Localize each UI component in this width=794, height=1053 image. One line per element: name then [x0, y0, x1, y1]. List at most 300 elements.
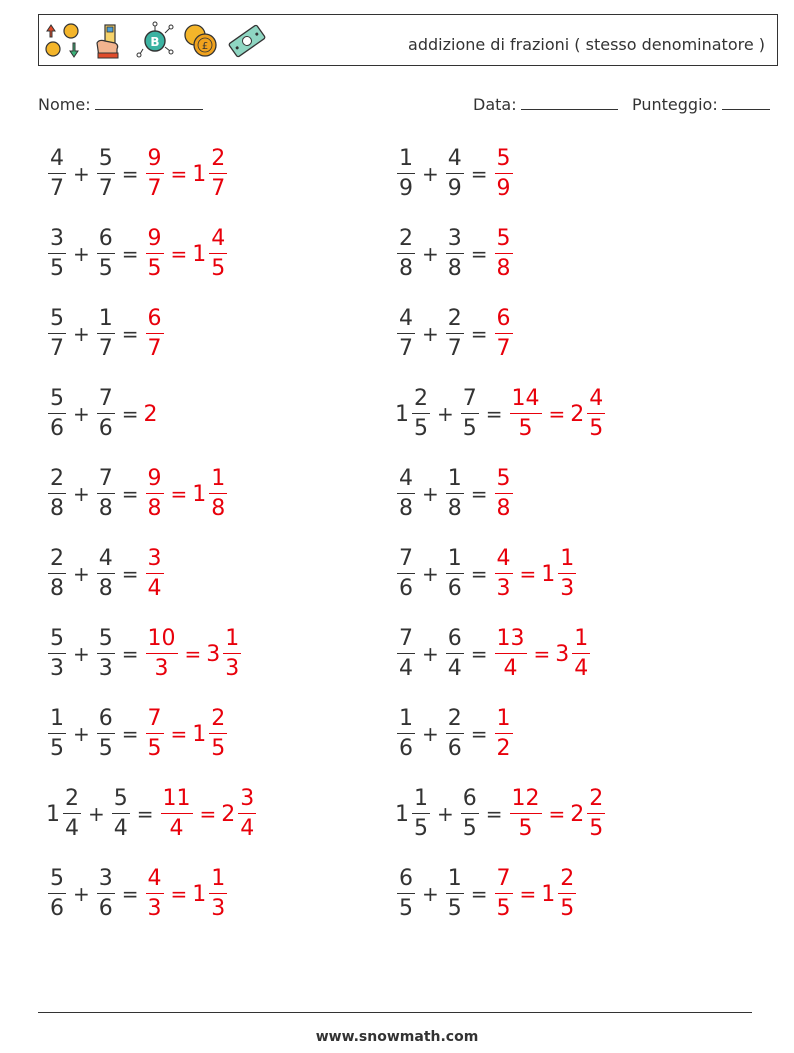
score-label: Punteggio: — [632, 95, 718, 114]
fraction-bar — [63, 813, 81, 815]
numerator: 2 — [65, 785, 79, 811]
equals-sign: = — [485, 402, 503, 426]
numerator: 5 — [496, 465, 511, 491]
denominator: 3 — [211, 896, 226, 922]
fraction — [48, 145, 66, 202]
fraction-bar — [146, 173, 164, 175]
fraction-bar — [587, 813, 605, 815]
fraction-bar — [510, 813, 542, 815]
numerator: 1 — [211, 865, 226, 891]
fraction-bar — [572, 653, 590, 655]
problem-item — [395, 459, 515, 529]
numerator: 9 — [147, 145, 162, 171]
denominator: 6 — [50, 416, 64, 442]
denominator: 5 — [50, 736, 64, 762]
denominator: 4 — [399, 656, 413, 682]
fraction-bar — [558, 573, 576, 575]
numerator: 1 — [399, 145, 413, 171]
answer — [159, 785, 259, 842]
name-label: Nome: — [38, 95, 91, 114]
fraction — [397, 225, 415, 282]
fraction — [510, 785, 542, 842]
equals-sign: = — [121, 242, 139, 266]
fraction — [97, 145, 115, 202]
denominator: 3 — [147, 896, 162, 922]
denominator: 5 — [518, 816, 533, 842]
denominator: 5 — [414, 816, 428, 842]
denominator: 4 — [574, 656, 589, 682]
numerator: 9 — [147, 465, 162, 491]
equals-sign: = — [170, 722, 188, 746]
date-blank[interactable] — [521, 93, 618, 110]
hand-card-icon — [89, 21, 129, 61]
fraction — [146, 225, 164, 282]
fraction-bar — [446, 173, 464, 175]
whole-number: 1 — [192, 161, 207, 187]
problem-item — [46, 219, 229, 289]
fraction — [587, 385, 605, 442]
answer — [493, 705, 515, 762]
denominator: 5 — [211, 256, 226, 282]
fraction — [572, 625, 590, 682]
fraction — [446, 545, 464, 602]
denominator: 5 — [518, 416, 533, 442]
fraction — [209, 225, 227, 282]
numerator: 11 — [162, 785, 191, 811]
numerator: 4 — [496, 545, 511, 571]
equals-sign: = — [136, 802, 154, 826]
equals-sign: = — [184, 642, 202, 666]
fraction — [97, 465, 115, 522]
whole-number: 2 — [143, 401, 158, 427]
fraction-bar — [209, 253, 227, 255]
numerator: 5 — [113, 785, 128, 811]
fraction — [223, 625, 241, 682]
numerator: 1 — [496, 705, 511, 731]
denominator: 7 — [147, 336, 162, 362]
fraction — [97, 705, 115, 762]
numerator: 1 — [574, 625, 589, 651]
header-icons — [43, 19, 267, 63]
equals-sign: = — [548, 802, 566, 826]
fraction — [461, 785, 479, 842]
fraction-bar — [97, 573, 115, 575]
denominator: 2 — [496, 736, 511, 762]
equals-sign: = — [170, 162, 188, 186]
denominator: 5 — [147, 256, 162, 282]
plus-sign: + — [73, 482, 90, 506]
numerator: 2 — [589, 785, 604, 811]
fraction-bar — [397, 333, 415, 335]
equals-sign: = — [548, 402, 566, 426]
fraction-bar — [461, 413, 479, 415]
fraction — [146, 305, 164, 362]
numerator: 5 — [50, 865, 64, 891]
answer — [508, 785, 608, 842]
fraction — [495, 225, 513, 282]
plus-sign: + — [422, 242, 439, 266]
fraction — [161, 785, 193, 842]
equals-sign: = — [485, 802, 503, 826]
numerator: 7 — [98, 385, 113, 411]
answer — [493, 465, 515, 522]
denominator: 6 — [98, 416, 113, 442]
plus-sign: + — [73, 882, 90, 906]
fraction — [209, 145, 227, 202]
fraction-bar — [397, 253, 415, 255]
fraction — [397, 625, 415, 682]
denominator: 5 — [462, 816, 477, 842]
problem-item — [46, 779, 258, 849]
denominator: 4 — [240, 816, 255, 842]
denominator: 7 — [50, 336, 64, 362]
footer-site: www.snowmath.com — [315, 1029, 479, 1045]
fraction — [97, 225, 115, 282]
numerator: 1 — [447, 865, 462, 891]
numerator: 4 — [447, 145, 462, 171]
fraction-bar — [146, 893, 164, 895]
problem-item — [395, 699, 515, 769]
numerator: 4 — [211, 225, 226, 251]
score-field — [632, 93, 770, 114]
coins-stack-icon — [181, 21, 221, 61]
denominator: 6 — [50, 896, 64, 922]
fraction — [97, 865, 115, 922]
numerator: 6 — [147, 305, 162, 331]
fraction-bar — [112, 813, 130, 815]
fraction-bar — [97, 413, 115, 415]
fraction-bar — [495, 733, 513, 735]
equals-sign: = — [170, 242, 188, 266]
numerator: 5 — [50, 625, 64, 651]
denominator: 8 — [447, 496, 462, 522]
denominator: 4 — [65, 816, 79, 842]
equals-sign: = — [470, 242, 488, 266]
fraction-bar — [97, 733, 115, 735]
fraction-bar — [397, 653, 415, 655]
name-field — [38, 93, 203, 114]
numerator: 2 — [414, 385, 428, 411]
answer — [493, 545, 579, 602]
plus-sign: + — [73, 402, 90, 426]
numerator: 2 — [50, 465, 64, 491]
fraction-bar — [97, 253, 115, 255]
fraction — [446, 305, 464, 362]
denominator: 5 — [414, 416, 428, 442]
plus-sign: + — [422, 722, 439, 746]
fraction-bar — [48, 253, 66, 255]
numerator: 1 — [414, 785, 428, 811]
denominator: 6 — [399, 576, 413, 602]
fraction — [446, 625, 464, 682]
problem-item — [46, 619, 243, 689]
answer — [493, 145, 515, 202]
fraction-bar — [495, 493, 513, 495]
denominator: 5 — [462, 416, 477, 442]
fraction-bar — [495, 653, 527, 655]
whole-number: 1 — [541, 561, 556, 587]
fraction — [48, 385, 66, 442]
numerator: 6 — [98, 225, 113, 251]
answer — [493, 865, 579, 922]
denominator: 8 — [496, 496, 511, 522]
plus-sign: + — [73, 322, 90, 346]
denominator: 3 — [154, 656, 169, 682]
problem-item — [46, 539, 166, 609]
numerator: 4 — [50, 145, 64, 171]
equals-sign: = — [121, 482, 139, 506]
footer-divider — [38, 1012, 752, 1013]
fraction-bar — [495, 173, 513, 175]
svg-text:£: £ — [201, 41, 209, 52]
fraction-bar — [446, 333, 464, 335]
fraction-bar — [495, 253, 513, 255]
equals-sign: = — [199, 802, 217, 826]
fraction-bar — [558, 893, 576, 895]
equals-sign: = — [121, 722, 139, 746]
whole-number: 1 — [395, 801, 409, 827]
equals-sign: = — [121, 882, 139, 906]
denominator: 8 — [98, 576, 113, 602]
fraction-bar — [446, 493, 464, 495]
fraction-bar — [412, 813, 430, 815]
equals-sign: = — [121, 162, 139, 186]
numerator: 6 — [496, 305, 511, 331]
equals-sign: = — [470, 642, 488, 666]
numerator: 1 — [560, 545, 575, 571]
fraction — [48, 545, 66, 602]
numerator: 5 — [496, 145, 511, 171]
denominator: 4 — [447, 656, 462, 682]
problem-item — [46, 459, 229, 529]
whole-number: 1 — [192, 881, 207, 907]
denominator: 8 — [147, 496, 162, 522]
equals-sign: = — [121, 562, 139, 586]
score-blank[interactable] — [722, 93, 770, 110]
numerator: 3 — [147, 545, 162, 571]
denominator: 4 — [113, 816, 128, 842]
fraction — [146, 625, 178, 682]
fraction-bar — [446, 733, 464, 735]
denominator: 7 — [211, 176, 226, 202]
plus-sign: + — [73, 242, 90, 266]
denominator: 8 — [447, 256, 462, 282]
problem-item — [395, 219, 515, 289]
denominator: 5 — [589, 816, 604, 842]
whole-number: 2 — [221, 801, 236, 827]
numerator: 14 — [511, 385, 540, 411]
answer — [144, 625, 244, 682]
denominator: 8 — [50, 576, 64, 602]
answer — [144, 402, 159, 427]
fraction-bar — [446, 893, 464, 895]
whole-number: 1 — [541, 881, 556, 907]
plus-sign: + — [422, 642, 439, 666]
denominator: 4 — [503, 656, 518, 682]
bitcoin-network-icon — [135, 21, 175, 61]
fraction-bar — [209, 173, 227, 175]
denominator: 4 — [147, 576, 162, 602]
whole-number: 1 — [395, 401, 409, 427]
equals-sign: = — [470, 162, 488, 186]
plus-sign: + — [73, 722, 90, 746]
numerator: 1 — [225, 625, 240, 651]
fraction — [209, 465, 227, 522]
fraction — [446, 145, 464, 202]
equals-sign: = — [533, 642, 551, 666]
numerator: 7 — [462, 385, 477, 411]
problem-item — [395, 139, 515, 209]
numerator: 4 — [589, 385, 604, 411]
worksheet-title: addizione di frazioni ( stesso denominatore ) — [408, 35, 765, 54]
fraction-bar — [48, 173, 66, 175]
name-blank[interactable] — [95, 93, 203, 110]
equals-sign: = — [121, 642, 139, 666]
numerator: 6 — [447, 625, 462, 651]
denominator: 4 — [169, 816, 184, 842]
numerator: 3 — [98, 865, 113, 891]
answer — [144, 705, 230, 762]
numerator: 3 — [240, 785, 255, 811]
whole-number: 1 — [192, 481, 207, 507]
denominator: 5 — [589, 416, 604, 442]
fraction — [446, 225, 464, 282]
numerator: 4 — [147, 865, 162, 891]
denominator: 5 — [50, 256, 64, 282]
fraction-bar — [412, 413, 430, 415]
fraction-bar — [461, 813, 479, 815]
fraction — [97, 545, 115, 602]
fraction — [397, 705, 415, 762]
plus-sign: + — [422, 882, 439, 906]
plus-sign: + — [88, 802, 105, 826]
plus-sign: + — [437, 402, 454, 426]
fraction — [397, 465, 415, 522]
denominator: 5 — [98, 736, 113, 762]
fraction-bar — [48, 333, 66, 335]
problem-item — [46, 699, 229, 769]
whole-number: 3 — [206, 641, 221, 667]
equals-sign: = — [519, 882, 537, 906]
fraction — [146, 865, 164, 922]
denominator: 8 — [496, 256, 511, 282]
fraction-bar — [446, 253, 464, 255]
equals-sign: = — [170, 882, 188, 906]
fraction-bar — [48, 493, 66, 495]
fraction — [146, 465, 164, 522]
plus-sign: + — [73, 562, 90, 586]
fraction — [63, 785, 81, 842]
fraction-bar — [209, 493, 227, 495]
numerator: 7 — [399, 545, 413, 571]
numerator: 5 — [50, 305, 64, 331]
answer — [144, 465, 230, 522]
numerator: 2 — [447, 705, 462, 731]
fraction-bar — [209, 893, 227, 895]
numerator: 5 — [98, 625, 113, 651]
numerator: 1 — [98, 305, 113, 331]
fraction — [209, 705, 227, 762]
fraction — [48, 865, 66, 922]
numerator: 2 — [211, 705, 226, 731]
denominator: 3 — [50, 656, 64, 682]
whole-number: 2 — [570, 401, 585, 427]
problem-item — [46, 379, 159, 449]
fraction — [412, 385, 430, 442]
date-field — [473, 93, 618, 114]
fraction — [112, 785, 130, 842]
numerator: 2 — [211, 145, 226, 171]
problem-item — [395, 539, 578, 609]
coins-exchange-icon — [43, 21, 83, 61]
whole-number: 1 — [192, 721, 207, 747]
fraction — [510, 385, 542, 442]
denominator: 7 — [98, 176, 113, 202]
answer — [144, 225, 230, 282]
answer — [144, 865, 230, 922]
plus-sign: + — [73, 162, 90, 186]
problem-item — [46, 299, 166, 369]
fraction-bar — [146, 573, 164, 575]
fraction — [495, 305, 513, 362]
fraction — [146, 545, 164, 602]
fraction — [209, 865, 227, 922]
denominator: 3 — [225, 656, 240, 682]
denominator: 9 — [399, 176, 413, 202]
denominator: 7 — [98, 336, 113, 362]
fraction-bar — [146, 733, 164, 735]
date-label: Data: — [473, 95, 517, 114]
denominator: 8 — [399, 496, 413, 522]
plus-sign: + — [422, 482, 439, 506]
denominator: 8 — [98, 496, 113, 522]
numerator: 7 — [496, 865, 511, 891]
whole-number: 1 — [46, 801, 60, 827]
fraction — [446, 865, 464, 922]
fraction-bar — [510, 413, 542, 415]
denominator: 5 — [496, 896, 511, 922]
fraction-bar — [397, 573, 415, 575]
plus-sign: + — [73, 642, 90, 666]
equals-sign: = — [121, 322, 139, 346]
numerator: 6 — [399, 865, 413, 891]
answer — [144, 545, 166, 602]
numerator: 1 — [447, 545, 462, 571]
numerator: 7 — [147, 705, 162, 731]
denominator: 5 — [98, 256, 113, 282]
banknote-icon — [227, 21, 267, 61]
numerator: 3 — [50, 225, 64, 251]
answer — [144, 305, 166, 362]
fraction-bar — [146, 253, 164, 255]
equals-sign: = — [470, 562, 488, 586]
numerator: 1 — [399, 705, 413, 731]
fraction-bar — [97, 173, 115, 175]
numerator: 4 — [399, 305, 413, 331]
equals-sign: = — [170, 482, 188, 506]
answer — [493, 305, 515, 362]
fraction — [558, 865, 576, 922]
fraction — [412, 785, 430, 842]
denominator: 8 — [399, 256, 413, 282]
whole-number: 1 — [192, 241, 207, 267]
problem-item — [395, 619, 592, 689]
fraction-bar — [397, 173, 415, 175]
numerator: 7 — [98, 465, 113, 491]
denominator: 5 — [211, 736, 226, 762]
whole-number: 2 — [570, 801, 585, 827]
denominator: 6 — [399, 736, 413, 762]
